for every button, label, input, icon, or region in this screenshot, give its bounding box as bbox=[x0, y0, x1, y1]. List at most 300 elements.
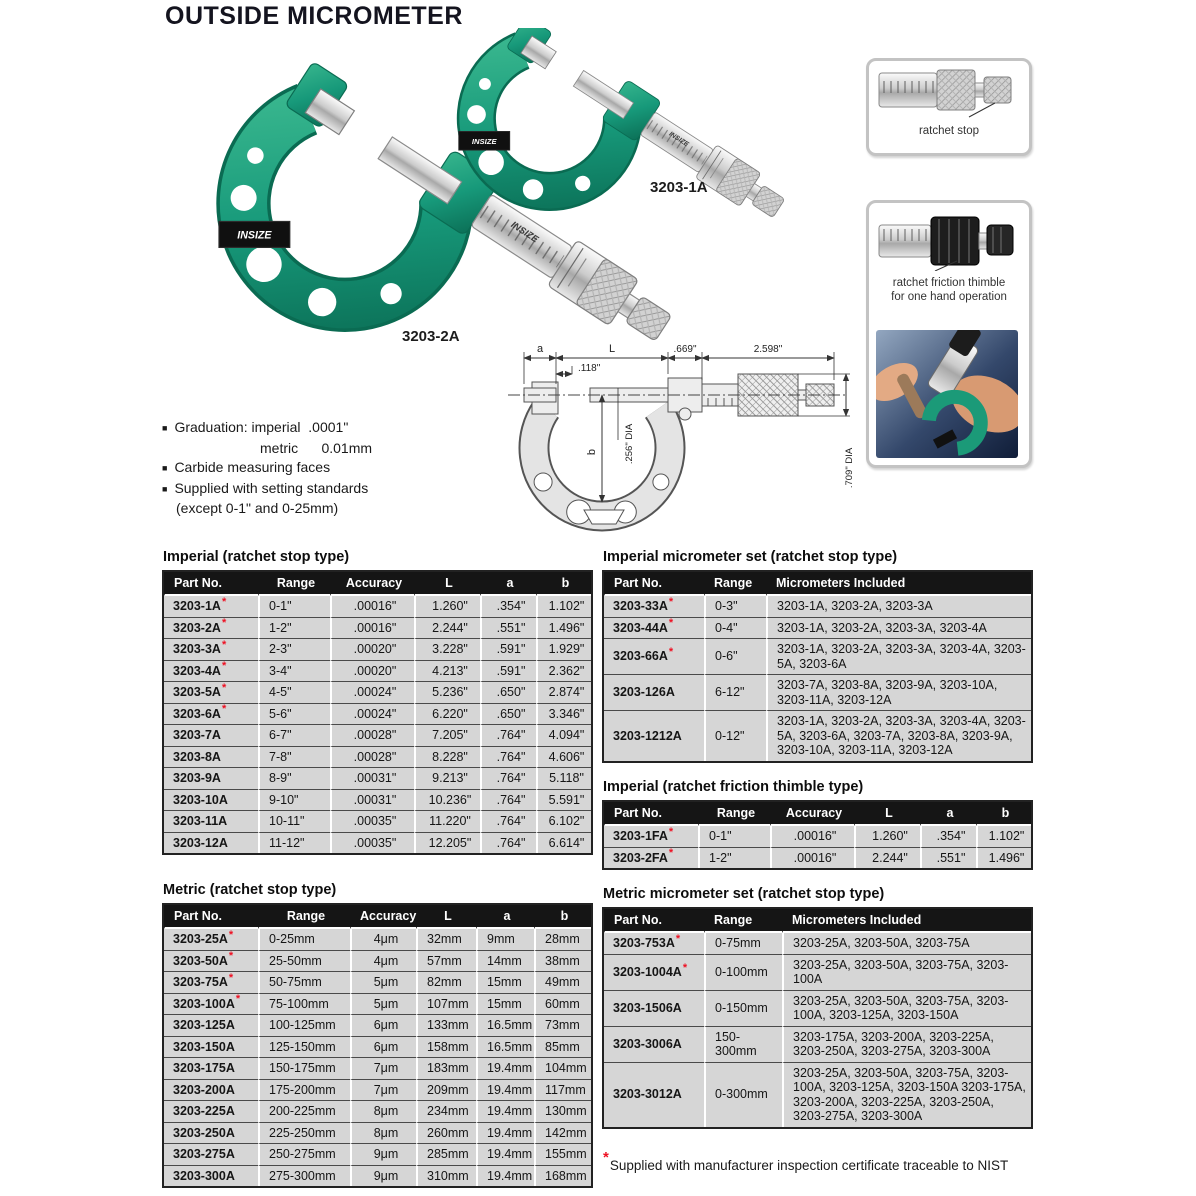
column-header: Part No. bbox=[604, 909, 704, 933]
imperial-set-table-section bbox=[602, 549, 1030, 763]
column-header: Micrometers Included bbox=[766, 572, 1031, 596]
part-number-cell: 3203-175A bbox=[164, 1057, 258, 1079]
section-title: Metric micrometer set (ratchet stop type) bbox=[603, 886, 885, 902]
column-header: a bbox=[480, 572, 536, 596]
nist-footnote bbox=[602, 1149, 1009, 1173]
table-cell: 3203-25A, 3203-50A, 3203-75A, 3203-100A bbox=[782, 954, 1031, 990]
table-cell: .650" bbox=[480, 681, 536, 703]
table-cell: 3203-1A, 3203-2A, 3203-3A, 3203-4A, 3203-5A, 3203-6A, 3203-7A, 3203-8A, 3203-9A, 3203-10A, 3203-11A, 3203-12A bbox=[766, 710, 1031, 761]
table-cell: .00031" bbox=[330, 789, 414, 811]
part-number-cell: 3203-44A* bbox=[604, 617, 704, 639]
table-row bbox=[164, 993, 591, 1015]
nist-star: * bbox=[668, 617, 674, 630]
part-number-cell: 3203-1004A* bbox=[604, 954, 704, 990]
dim-label-b: b bbox=[586, 448, 598, 456]
part-number-cell: 3203-126A bbox=[604, 674, 704, 710]
part-number-cell: 3203-225A bbox=[164, 1100, 258, 1122]
column-header: b bbox=[534, 905, 591, 929]
table-cell: 285mm bbox=[416, 1143, 476, 1165]
part-number-cell: 3203-1FA* bbox=[604, 826, 698, 847]
table-row bbox=[604, 954, 1031, 990]
table-cell: 0-4" bbox=[704, 617, 766, 639]
table-cell: 155mm bbox=[534, 1143, 591, 1165]
feature-text: Carbide measuring faces bbox=[174, 459, 331, 475]
column-header: L bbox=[854, 802, 920, 826]
part-number-cell: 3203-25A* bbox=[164, 929, 258, 950]
table-cell: 10.236" bbox=[414, 789, 480, 811]
table-cell: 0-150mm bbox=[704, 990, 782, 1026]
column-header: Range bbox=[258, 905, 350, 929]
table-cell: 3-4" bbox=[258, 660, 330, 682]
table-cell: 0-6" bbox=[704, 638, 766, 674]
table-cell: .551" bbox=[920, 847, 976, 869]
part-number-cell: 3203-8A bbox=[164, 746, 258, 768]
table-row bbox=[164, 1079, 591, 1101]
feature-subtext: (except 0-1" and 0-25mm) bbox=[176, 500, 339, 516]
table-cell: 25-50mm bbox=[258, 950, 350, 972]
bullet-square-icon: ■ bbox=[162, 483, 168, 494]
feature-text: Supplied with setting standards bbox=[174, 479, 369, 496]
nist-star: * bbox=[221, 660, 227, 673]
table-cell: 5.118" bbox=[536, 767, 591, 789]
table-cell: 150-175mm bbox=[258, 1057, 350, 1079]
table-cell: 28mm bbox=[534, 929, 591, 950]
feature-item bbox=[162, 458, 442, 479]
table-cell: 10-11" bbox=[258, 810, 330, 832]
table-cell: 15mm bbox=[476, 971, 534, 993]
part-number-cell: 3203-150A bbox=[164, 1036, 258, 1058]
column-header: Part No. bbox=[164, 905, 258, 929]
nist-star: * bbox=[221, 681, 227, 694]
table-cell: 6.220" bbox=[414, 703, 480, 725]
friction-table-section bbox=[602, 779, 1030, 870]
column-header: Accuracy bbox=[330, 572, 414, 596]
micrometer-product-photo: INSIZE bbox=[150, 28, 862, 354]
table-cell: 183mm bbox=[416, 1057, 476, 1079]
product-photo-area bbox=[150, 28, 862, 354]
part-number-cell: 3203-753A* bbox=[604, 933, 704, 954]
nist-star: * bbox=[235, 993, 241, 1006]
part-number-cell: 3203-66A* bbox=[604, 638, 704, 674]
nist-star: * bbox=[668, 646, 674, 659]
feature-list bbox=[162, 418, 442, 519]
dim-label-118: .118" bbox=[578, 363, 601, 374]
nist-star: * bbox=[603, 1149, 609, 1166]
part-number-cell: 3203-1212A bbox=[604, 710, 704, 761]
table-cell: 85mm bbox=[534, 1036, 591, 1058]
part-number-cell: 3203-125A bbox=[164, 1014, 258, 1036]
table-row bbox=[164, 789, 591, 811]
table-cell: 158mm bbox=[416, 1036, 476, 1058]
part-number-cell: 3203-3006A bbox=[604, 1026, 704, 1062]
table-row bbox=[164, 638, 591, 660]
table-cell: 168mm bbox=[534, 1165, 591, 1187]
part-number-cell: 3203-33A* bbox=[604, 596, 704, 617]
table-cell: 5μm bbox=[350, 993, 416, 1015]
table-cell: .00028" bbox=[330, 724, 414, 746]
part-number-cell: 3203-7A bbox=[164, 724, 258, 746]
dim-label-256: .256" DIA bbox=[624, 423, 635, 465]
table-cell: 4μm bbox=[350, 950, 416, 972]
table-row bbox=[164, 971, 591, 993]
table-cell: 260mm bbox=[416, 1122, 476, 1144]
table-cell: 0-1" bbox=[698, 826, 770, 847]
friction-thimble-box bbox=[866, 200, 1032, 468]
table-cell: 0-100mm bbox=[704, 954, 782, 990]
table-cell: 1.929" bbox=[536, 638, 591, 660]
table-cell: 100-125mm bbox=[258, 1014, 350, 1036]
table-cell: 0-75mm bbox=[704, 933, 782, 954]
table-cell: 4-5" bbox=[258, 681, 330, 703]
friction-table bbox=[602, 800, 1033, 870]
table-cell: 2-3" bbox=[258, 638, 330, 660]
part-number-cell: 3203-50A* bbox=[164, 950, 258, 972]
part-number-cell: 3203-9A bbox=[164, 767, 258, 789]
table-cell: 4.094" bbox=[536, 724, 591, 746]
product-label-3203-2a: 3203-2A bbox=[402, 328, 460, 345]
table-cell: .764" bbox=[480, 832, 536, 854]
bullet-square-icon: ■ bbox=[162, 463, 168, 473]
table-cell: .00024" bbox=[330, 681, 414, 703]
feature-item bbox=[162, 479, 442, 500]
table-row bbox=[164, 703, 591, 725]
table-cell: 75-100mm bbox=[258, 993, 350, 1015]
column-header: Part No. bbox=[604, 572, 704, 596]
table-cell: 4.606" bbox=[536, 746, 591, 768]
nist-star: * bbox=[228, 971, 234, 984]
table-cell: .764" bbox=[480, 789, 536, 811]
table-cell: 3203-1A, 3203-2A, 3203-3A bbox=[766, 596, 1031, 617]
table-cell: 3203-1A, 3203-2A, 3203-3A, 3203-4A, 3203-5A, 3203-6A bbox=[766, 638, 1031, 674]
dimension-diagram bbox=[450, 340, 860, 532]
part-number-cell: 3203-5A* bbox=[164, 681, 258, 703]
table-row bbox=[604, 638, 1031, 674]
metric-table bbox=[162, 903, 593, 1188]
part-number-cell: 3203-2A* bbox=[164, 617, 258, 639]
table-row bbox=[604, 933, 1031, 954]
column-header: Range bbox=[258, 572, 330, 596]
table-row bbox=[164, 724, 591, 746]
table-cell: 3203-25A, 3203-50A, 3203-75A, 3203-100A, 3203-125A, 3203-150A 3203-175A, 3203-200A, 3203-225A, 3203-250A, 3203-275A, 3203-300A bbox=[782, 1062, 1031, 1127]
table-cell: 9mm bbox=[476, 929, 534, 950]
table-cell: 1.102" bbox=[536, 596, 591, 617]
part-number-cell: 3203-3A* bbox=[164, 638, 258, 660]
nist-star: * bbox=[668, 847, 674, 860]
table-cell: 49mm bbox=[534, 971, 591, 993]
table-row bbox=[604, 847, 1031, 869]
table-cell: 73mm bbox=[534, 1014, 591, 1036]
table-row bbox=[164, 1014, 591, 1036]
table-cell: .650" bbox=[480, 703, 536, 725]
imperial-table-section bbox=[162, 549, 590, 855]
section-title: Metric (ratchet stop type) bbox=[163, 882, 337, 898]
table-cell: .764" bbox=[480, 724, 536, 746]
table-cell: 5-6" bbox=[258, 703, 330, 725]
table-row bbox=[604, 1062, 1031, 1127]
table-cell: 130mm bbox=[534, 1100, 591, 1122]
nist-star: * bbox=[221, 638, 227, 651]
table-cell: 2.244" bbox=[854, 847, 920, 869]
table-cell: 1.260" bbox=[414, 596, 480, 617]
ratchet-stop-caption: ratchet stop bbox=[918, 125, 980, 137]
table-cell: 15mm bbox=[476, 993, 534, 1015]
table-cell: 57mm bbox=[416, 950, 476, 972]
table-cell: 9μm bbox=[350, 1165, 416, 1187]
table-cell: 19.4mm bbox=[476, 1165, 534, 1187]
part-number-cell: 3203-275A bbox=[164, 1143, 258, 1165]
column-header: Micrometers Included bbox=[782, 909, 1031, 933]
table-cell: 7μm bbox=[350, 1079, 416, 1101]
column-header: a bbox=[920, 802, 976, 826]
column-header: Part No. bbox=[164, 572, 258, 596]
product-label-3203-1a: 3203-1A bbox=[650, 179, 708, 196]
table-row bbox=[604, 617, 1031, 639]
part-number-cell: 3203-11A bbox=[164, 810, 258, 832]
part-number-cell: 3203-1506A bbox=[604, 990, 704, 1026]
table-cell: 9μm bbox=[350, 1143, 416, 1165]
column-header: Part No. bbox=[604, 802, 698, 826]
section-title: Imperial (ratchet stop type) bbox=[163, 549, 350, 565]
table-cell: 0-300mm bbox=[704, 1062, 782, 1127]
column-header: a bbox=[476, 905, 534, 929]
column-header: Accuracy bbox=[770, 802, 854, 826]
table-cell: 1.496" bbox=[976, 847, 1031, 869]
part-number-cell: 3203-100A* bbox=[164, 993, 258, 1015]
imperial-set-table bbox=[602, 570, 1033, 763]
nist-star: * bbox=[221, 617, 227, 630]
table-cell: .591" bbox=[480, 638, 536, 660]
table-row bbox=[164, 617, 591, 639]
friction-thimble-image bbox=[869, 209, 1023, 271]
page-title: OUTSIDE MICROMETER bbox=[165, 2, 463, 30]
table-cell: 60mm bbox=[534, 993, 591, 1015]
dim-label-709: .709" DIA bbox=[844, 447, 855, 489]
column-header: Range bbox=[704, 909, 782, 933]
dim-label-a: a bbox=[536, 343, 544, 355]
table-row bbox=[604, 1026, 1031, 1062]
table-cell: 14mm bbox=[476, 950, 534, 972]
imperial-table bbox=[162, 570, 593, 855]
nist-star: * bbox=[668, 825, 674, 838]
column-header: L bbox=[414, 572, 480, 596]
part-number-cell: 3203-2FA* bbox=[604, 847, 698, 869]
table-cell: 8μm bbox=[350, 1100, 416, 1122]
metric-table-section bbox=[162, 882, 590, 1188]
metric-set-table bbox=[602, 907, 1033, 1129]
table-cell: 1-2" bbox=[258, 617, 330, 639]
table-cell: 6.614" bbox=[536, 832, 591, 854]
table-cell: 0-3" bbox=[704, 596, 766, 617]
table-cell: .00028" bbox=[330, 746, 414, 768]
column-header: Range bbox=[704, 572, 766, 596]
nist-star: * bbox=[228, 928, 234, 941]
table-cell: 209mm bbox=[416, 1079, 476, 1101]
table-cell: .764" bbox=[480, 810, 536, 832]
part-number-cell: 3203-250A bbox=[164, 1122, 258, 1144]
table-cell: 38mm bbox=[534, 950, 591, 972]
table-cell: 6μm bbox=[350, 1014, 416, 1036]
table-cell: 104mm bbox=[534, 1057, 591, 1079]
table-cell: 250-275mm bbox=[258, 1143, 350, 1165]
table-cell: 2.244" bbox=[414, 617, 480, 639]
table-cell: .00016" bbox=[770, 826, 854, 847]
table-cell: .764" bbox=[480, 767, 536, 789]
part-number-cell: 3203-75A* bbox=[164, 971, 258, 993]
table-cell: .551" bbox=[480, 617, 536, 639]
bullet-square-icon: ■ bbox=[162, 423, 168, 433]
nist-star: * bbox=[682, 961, 688, 974]
table-cell: 150-300mm bbox=[704, 1026, 782, 1062]
table-cell: 19.4mm bbox=[476, 1057, 534, 1079]
ratchet-stop-box bbox=[866, 58, 1032, 156]
friction-caption-line2: for one hand operation bbox=[891, 290, 1007, 303]
friction-thimble-caption bbox=[869, 277, 1029, 304]
table-cell: .00020" bbox=[330, 660, 414, 682]
table-row bbox=[164, 810, 591, 832]
nist-star: * bbox=[675, 932, 681, 945]
table-cell: 50-75mm bbox=[258, 971, 350, 993]
table-cell: 0-12" bbox=[704, 710, 766, 761]
table-cell: 19.4mm bbox=[476, 1143, 534, 1165]
table-cell: 19.4mm bbox=[476, 1122, 534, 1144]
ratchet-stop-image bbox=[869, 61, 1023, 119]
table-cell: .00016" bbox=[330, 617, 414, 639]
footnote-text: Supplied with manufacturer inspection certificate traceable to NIST bbox=[609, 1158, 1009, 1173]
table-cell: 3203-25A, 3203-50A, 3203-75A bbox=[782, 933, 1031, 954]
part-number-cell: 3203-6A* bbox=[164, 703, 258, 725]
table-cell: 12.205" bbox=[414, 832, 480, 854]
table-cell: 7μm bbox=[350, 1057, 416, 1079]
table-row bbox=[164, 1057, 591, 1079]
part-number-cell: 3203-200A bbox=[164, 1079, 258, 1101]
table-cell: 107mm bbox=[416, 993, 476, 1015]
nist-star: * bbox=[228, 950, 234, 963]
table-cell: .00035" bbox=[330, 810, 414, 832]
column-header: Range bbox=[698, 802, 770, 826]
table-cell: 19.4mm bbox=[476, 1079, 534, 1101]
table-row bbox=[164, 746, 591, 768]
table-cell: 117mm bbox=[534, 1079, 591, 1101]
table-cell: 6-12" bbox=[704, 674, 766, 710]
table-cell: 5μm bbox=[350, 971, 416, 993]
section-title: Imperial micrometer set (ratchet stop type) bbox=[603, 549, 898, 565]
table-cell: 6.102" bbox=[536, 810, 591, 832]
table-cell: 3203-25A, 3203-50A, 3203-75A, 3203-100A, 3203-125A, 3203-150A bbox=[782, 990, 1031, 1026]
table-cell: 3203-7A, 3203-8A, 3203-9A, 3203-10A, 3203-11A, 3203-12A bbox=[766, 674, 1031, 710]
table-cell: 4.213" bbox=[414, 660, 480, 682]
table-cell: 310mm bbox=[416, 1165, 476, 1187]
table-cell: 0-25mm bbox=[258, 929, 350, 950]
column-header: b bbox=[976, 802, 1031, 826]
table-cell: .00020" bbox=[330, 638, 414, 660]
part-number-cell: 3203-10A bbox=[164, 789, 258, 811]
one-hand-operation-photo bbox=[876, 330, 1018, 458]
table-cell: 3203-1A, 3203-2A, 3203-3A, 3203-4A bbox=[766, 617, 1031, 639]
table-row bbox=[164, 1100, 591, 1122]
table-cell: 1-2" bbox=[698, 847, 770, 869]
table-cell: .354" bbox=[480, 596, 536, 617]
table-cell: 11-12" bbox=[258, 832, 330, 854]
table-row bbox=[604, 674, 1031, 710]
table-cell: 7-8" bbox=[258, 746, 330, 768]
part-number-cell: 3203-12A bbox=[164, 832, 258, 854]
table-cell: 142mm bbox=[534, 1122, 591, 1144]
feature-subtext: metric 0.01mm bbox=[260, 439, 373, 456]
table-cell: 2.874" bbox=[536, 681, 591, 703]
table-cell: .00035" bbox=[330, 832, 414, 854]
table-cell: 4μm bbox=[350, 929, 416, 950]
feature-item bbox=[162, 418, 442, 439]
table-cell: 275-300mm bbox=[258, 1165, 350, 1187]
table-cell: 125-150mm bbox=[258, 1036, 350, 1058]
table-cell: 6μm bbox=[350, 1036, 416, 1058]
dim-label-2598: 2.598" bbox=[753, 344, 783, 355]
table-cell: 3.228" bbox=[414, 638, 480, 660]
table-row bbox=[164, 1165, 591, 1187]
table-cell: .591" bbox=[480, 660, 536, 682]
part-number-cell: 3203-300A bbox=[164, 1165, 258, 1187]
table-cell: 133mm bbox=[416, 1014, 476, 1036]
table-cell: 9.213" bbox=[414, 767, 480, 789]
column-header: b bbox=[536, 572, 591, 596]
table-cell: 8-9" bbox=[258, 767, 330, 789]
table-cell: 5.236" bbox=[414, 681, 480, 703]
table-row bbox=[164, 681, 591, 703]
table-cell: 6-7" bbox=[258, 724, 330, 746]
part-number-cell: 3203-3012A bbox=[604, 1062, 704, 1127]
table-cell: .00016" bbox=[770, 847, 854, 869]
table-cell: 32mm bbox=[416, 929, 476, 950]
table-row bbox=[164, 660, 591, 682]
column-header: Accuracy bbox=[350, 905, 416, 929]
table-cell: 16.5mm bbox=[476, 1036, 534, 1058]
table-cell: 200-225mm bbox=[258, 1100, 350, 1122]
table-row bbox=[164, 1143, 591, 1165]
nist-star: * bbox=[221, 595, 227, 608]
table-row bbox=[604, 596, 1031, 617]
table-row bbox=[164, 596, 591, 617]
table-cell: .00031" bbox=[330, 767, 414, 789]
table-row bbox=[164, 1036, 591, 1058]
table-cell: 2.362" bbox=[536, 660, 591, 682]
table-cell: .764" bbox=[480, 746, 536, 768]
table-cell: 1.496" bbox=[536, 617, 591, 639]
table-cell: 8.228" bbox=[414, 746, 480, 768]
table-cell: 1.260" bbox=[854, 826, 920, 847]
table-row bbox=[164, 767, 591, 789]
table-cell: 1.102" bbox=[976, 826, 1031, 847]
table-row bbox=[164, 950, 591, 972]
table-cell: 3.346" bbox=[536, 703, 591, 725]
table-row bbox=[604, 826, 1031, 847]
table-cell: 16.5mm bbox=[476, 1014, 534, 1036]
table-row bbox=[604, 710, 1031, 761]
part-number-cell: 3203-1A* bbox=[164, 596, 258, 617]
column-header: L bbox=[416, 905, 476, 929]
table-cell: 3203-175A, 3203-200A, 3203-225A, 3203-250A, 3203-275A, 3203-300A bbox=[782, 1026, 1031, 1062]
table-cell: .00016" bbox=[330, 596, 414, 617]
dim-label-669: .669" bbox=[673, 344, 697, 355]
table-cell: 7.205" bbox=[414, 724, 480, 746]
table-row bbox=[604, 990, 1031, 1026]
part-number-cell: 3203-4A* bbox=[164, 660, 258, 682]
table-cell: 234mm bbox=[416, 1100, 476, 1122]
table-row bbox=[164, 832, 591, 854]
table-cell: 0-1" bbox=[258, 596, 330, 617]
table-cell: 5.591" bbox=[536, 789, 591, 811]
nist-star: * bbox=[221, 703, 227, 716]
table-cell: 19.4mm bbox=[476, 1100, 534, 1122]
